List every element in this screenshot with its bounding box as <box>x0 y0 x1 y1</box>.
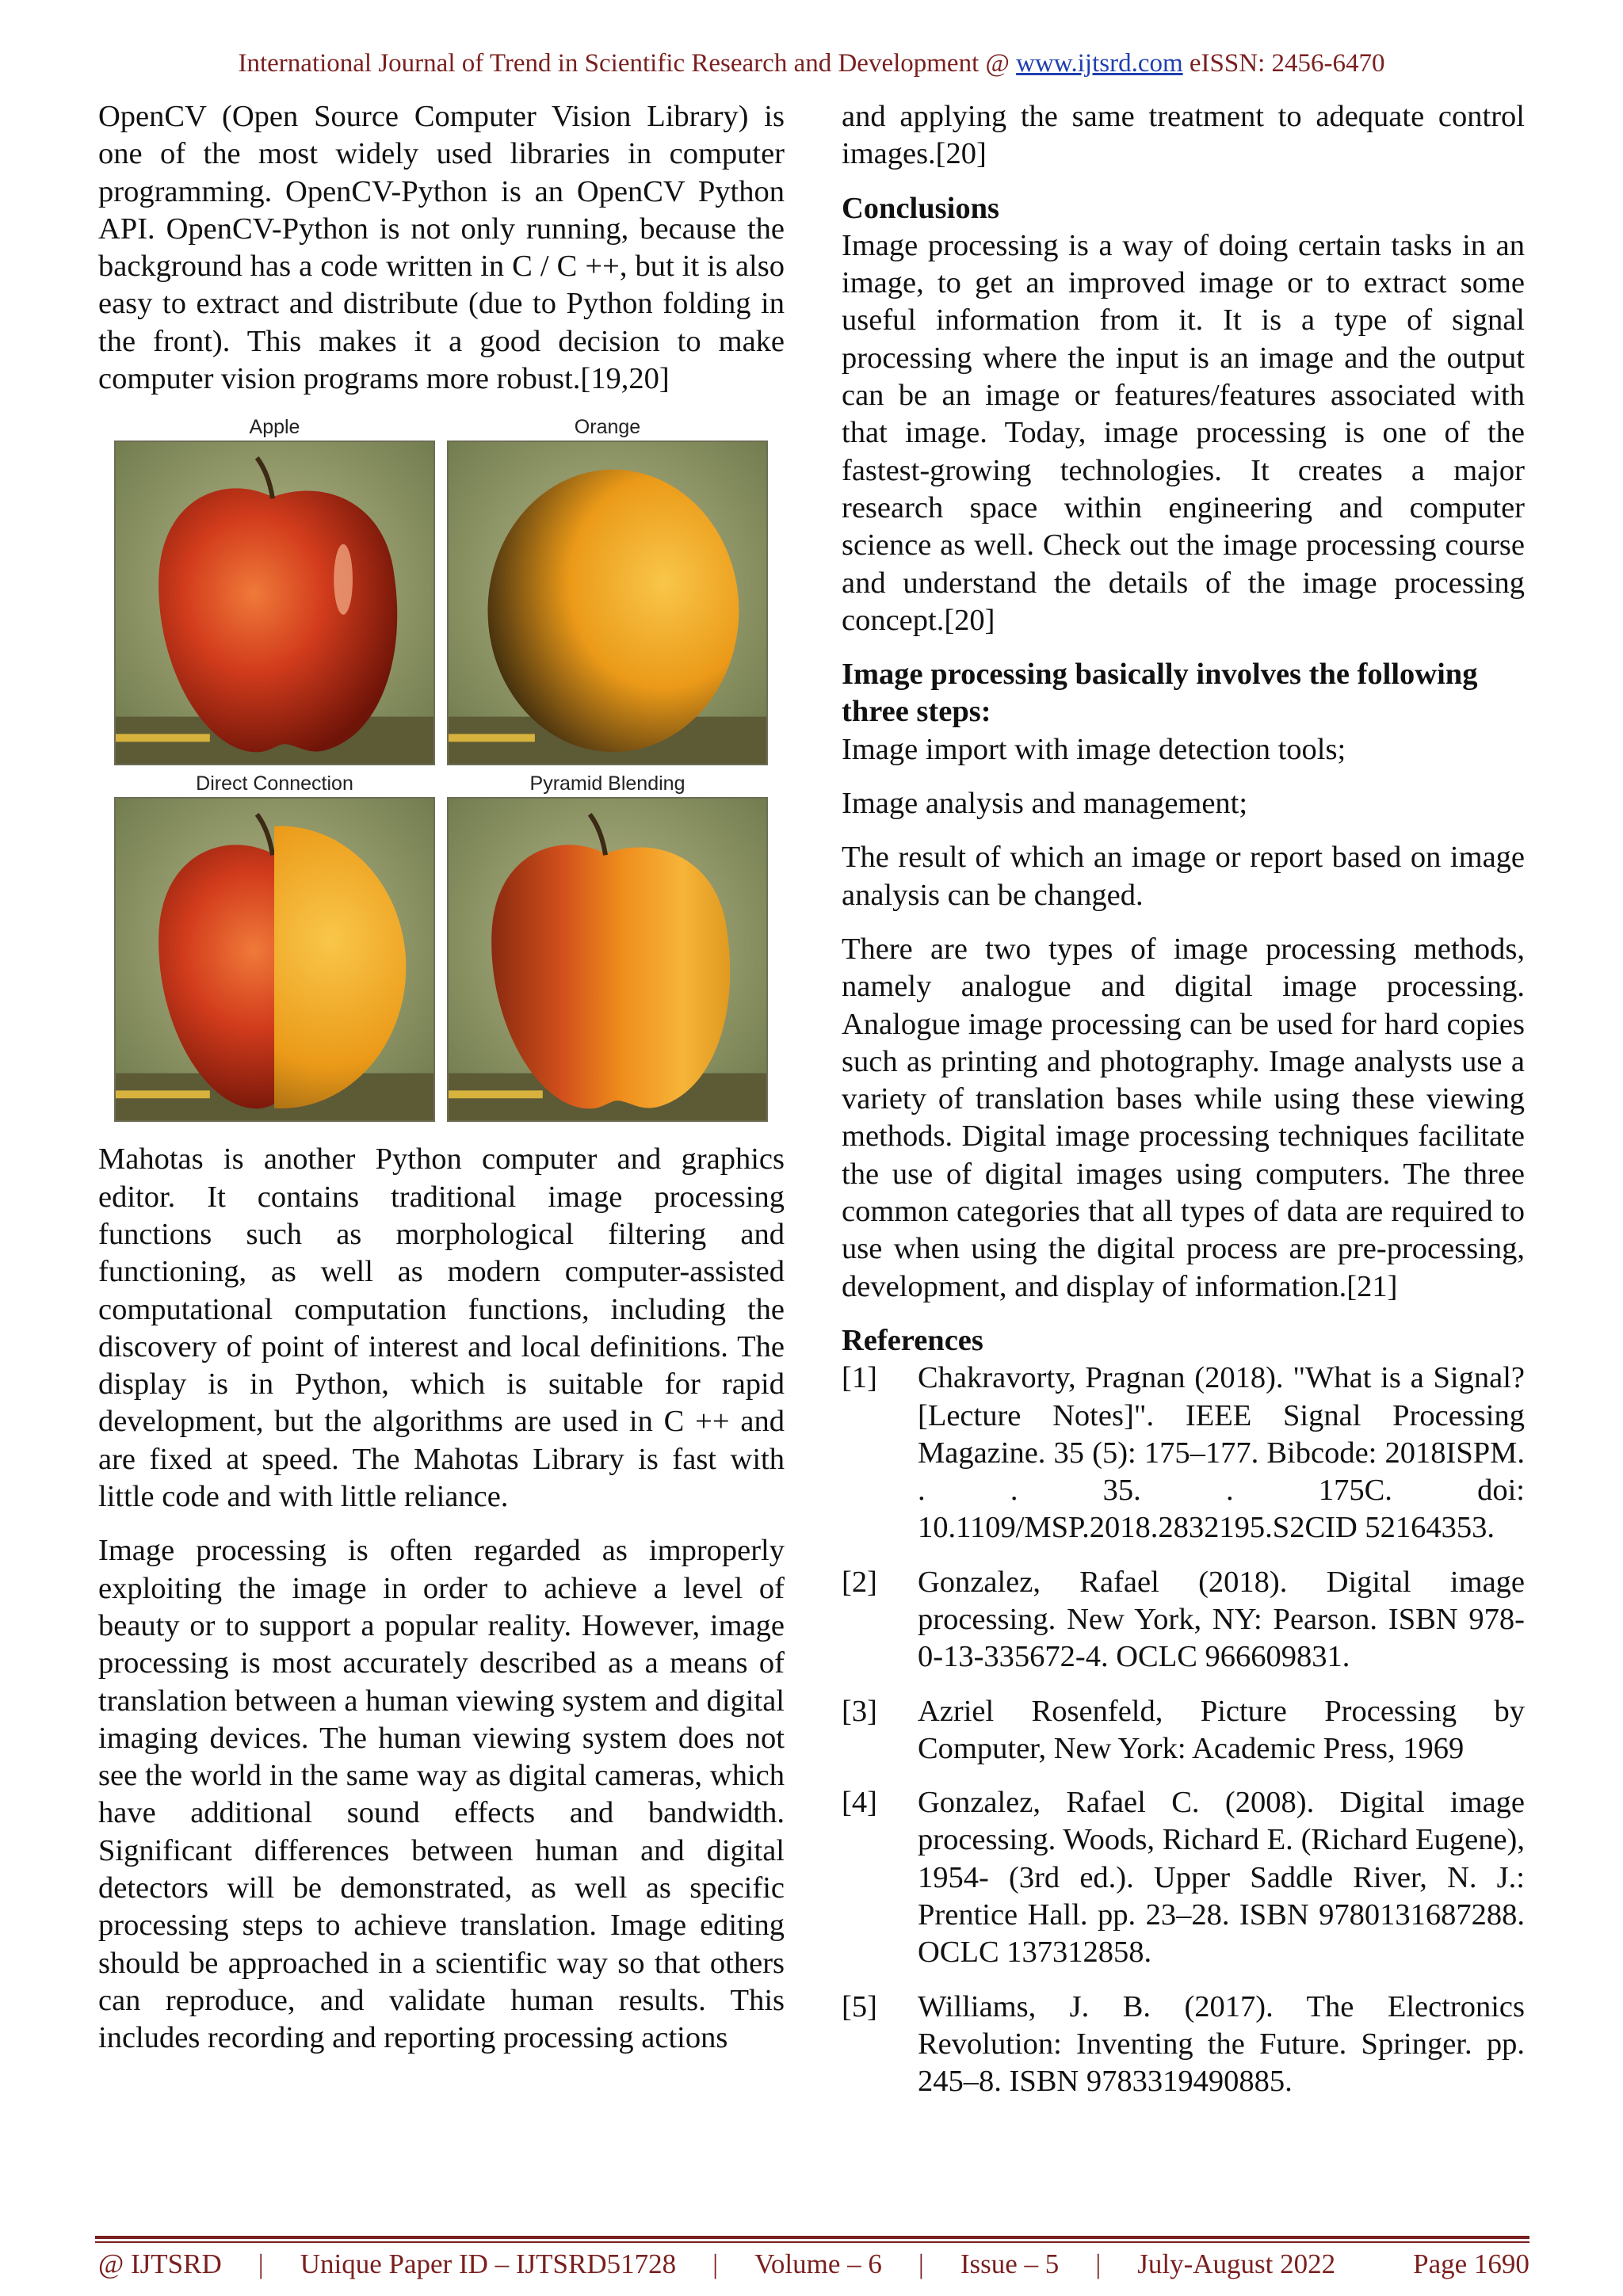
reference-text: Gonzalez, Rafael (2018). Digital image processing. New York, NY: Pearson. ISBN 978-0-13-335672-4. OCLC 966609831. <box>918 1565 1525 1674</box>
step-3: The result of which an image or report based on image analysis can be changed. <box>842 841 1525 912</box>
footer-journal: @ IJTSRD <box>98 2248 222 2279</box>
figure-panel-direct-connection <box>114 772 435 1124</box>
references-heading: References <box>842 1323 983 1357</box>
methods-paragraph: There are two types of image processing methods, namely analogue and digital image processing. Analogue image processing can be used for hard copies such as printing and photography. Image analysts use a variety of translation bases while using these viewing methods. Digital image processing techniques facilitate the use of digital images using computers. The three common categories that all types of data are required to use when using the digital process are pre-processing, development, and display of information.[21] <box>842 932 1525 1303</box>
references-list <box>842 1360 1525 2100</box>
figure-caption-orange: Orange <box>574 416 641 439</box>
opencv-paragraph: OpenCV (Open Source Computer Vision Library) is one of the most widely used libraries in computer programming. OpenCV-Python is an OpenCV Python API. OpenCV-Python is not only running, because the background has a code written in C / C ++, but it is also easy to extract and distribute (due to Python folding in the front). This makes it a good decision to make computer vision programs more robust.[19,20] <box>98 100 785 396</box>
footer-page: Page 1690 <box>1413 2248 1529 2279</box>
reference-number: [5] <box>842 1989 877 2023</box>
direct-connection-image <box>114 797 435 1122</box>
reference-number: [3] <box>842 1694 877 1728</box>
reference-text: Williams, J. B. (2017). The Electronics Revolution: Inventing the Future. Springer. pp. 245–8. ISBN 9783319490885. <box>918 1989 1525 2099</box>
figure-panel-orange <box>447 415 768 768</box>
reference-item <box>842 1989 1525 2101</box>
blending-figure <box>98 415 785 1128</box>
reference-number: [4] <box>842 1786 877 1820</box>
figure-caption-direct-connection: Direct Connection <box>196 772 353 795</box>
reference-item <box>842 1693 1525 1768</box>
reference-number: [1] <box>842 1361 877 1395</box>
pyramid-blending-image <box>447 797 768 1122</box>
footer-volume: Volume – 6 <box>754 2248 882 2279</box>
page-footer <box>98 2248 1529 2280</box>
footer-date: July-August 2022 <box>1137 2248 1336 2279</box>
conclusions-paragraph: Image processing is a way of doing certain tasks in an image, to get an improved image or to extract some useful information from it. It is a type of signal processing where the input is an image and the output can be an image or features/features associated with that image. Today, image processing is one of the fastest-growing technologies. It creates a major research space within engineering and computer science as well. Check out the image processing course and understand the details of the image processing concept.[20] <box>842 228 1525 637</box>
step-1: Image import with image detection tools; <box>842 732 1346 766</box>
mahotas-paragraph: Mahotas is another Python computer and graphics editor. It contains traditional image processing functions such as morphological filtering and functioning, as well as modern computer-assisted computational computation functions, including the discovery of point of interest and local definitions. The display is in Python, which is suitable for rapid development, but the algorithms are used in C ++ and are fixed at speed. The Mahotas Library is fast with little code and with little reliance. <box>98 1142 785 1514</box>
figure-panel-apple <box>114 415 435 768</box>
header-prefix: International Journal of Trend in Scientific Research and Development @ <box>238 49 1017 78</box>
footer-separator: | <box>712 2248 719 2279</box>
page-header <box>0 49 1623 78</box>
reference-text: Chakravorty, Pragnan (2018). "What is a Signal? [Lecture Notes]". IEEE Signal Processing Magazine. 35 (5): 175–177. Bibcode: 2018ISPM. . . 35. . 175C. doi: 10.1109/MSP.2018.2832195.S2CID 52164353. <box>918 1361 1525 1545</box>
footer-paper-id: Unique Paper ID – IJTSRD51728 <box>300 2248 677 2279</box>
continued-paragraph: and applying the same treatment to adequate control images.[20] <box>842 100 1525 171</box>
right-column <box>842 98 1525 2118</box>
image-processing-paragraph: Image processing is often regarded as improperly exploiting the image in order to achieve a level of beauty or to support a popular reality. However, image processing is most accurately described as a means of translation between a human viewing system and digital imaging devices. The human viewing system does not see the world in the same way as digital cameras, which have additional sound effects and bandwidth. Significant differences between human and digital detectors will be demonstrated, as well as specific processing steps to achieve translation. Image editing should be approached in a scientific way so that others can reproduce, and validate human results. This includes recording and reporting processing actions <box>98 1534 785 2055</box>
footer-rule-thin <box>95 2241 1529 2243</box>
reference-text: Gonzalez, Rafael C. (2008). Digital image processing. Woods, Richard E. (Richard Eugene), 1954- (3rd ed.). Upper Saddle River, N. J.: Prentice Hall. pp. 23–28. ISBN 9780131687288. OCLC 137312858. <box>918 1786 1525 1970</box>
reference-item <box>842 1784 1525 1971</box>
apple-image <box>114 441 435 765</box>
orange-image <box>447 441 768 765</box>
reference-number: [2] <box>842 1565 877 1599</box>
journal-link[interactable]: www.ijtsrd.com <box>1016 49 1183 78</box>
reference-text: Azriel Rosenfeld, Picture Processing by Computer, New York: Academic Press, 1969 <box>918 1694 1525 1765</box>
left-column <box>98 98 785 2074</box>
footer-separator: | <box>258 2248 264 2279</box>
reference-item <box>842 1564 1525 1676</box>
figure-caption-pyramid-blending: Pyramid Blending <box>529 772 685 795</box>
footer-issue: Issue – 5 <box>960 2248 1060 2279</box>
steps-heading: Image processing basically involves the following three steps: <box>842 658 1478 729</box>
figure-panel-pyramid-blending <box>447 772 768 1124</box>
footer-rule <box>95 2236 1529 2239</box>
figure-caption-apple: Apple <box>249 416 300 439</box>
step-2: Image analysis and management; <box>842 787 1248 821</box>
conclusions-heading: Conclusions <box>842 191 999 225</box>
footer-separator: | <box>1095 2248 1102 2279</box>
reference-item <box>842 1360 1525 1547</box>
footer-separator: | <box>918 2248 924 2279</box>
header-suffix: eISSN: 2456-6470 <box>1182 49 1385 78</box>
